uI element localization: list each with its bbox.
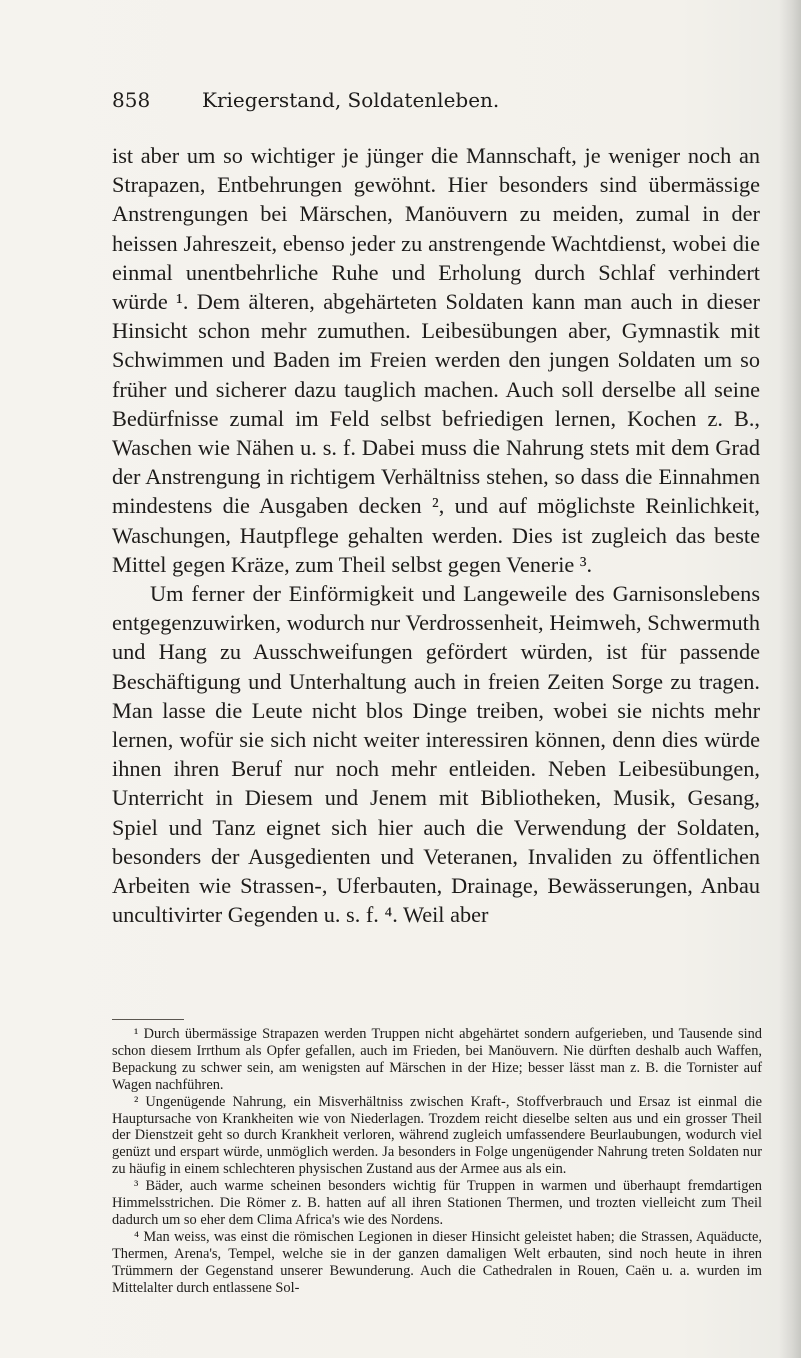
paragraph: ist aber um so wichtiger je jünger die Mannschaft, je weniger noch an Strapazen, Entbehrungen gewöhnt. Hier besonders sind übermässige Anstrengungen bei Märschen, Manöuvern zu meiden, zumal in der heissen Jahreszeit, ebenso jeder zu anstrengende Wachtdienst, wobei die einmal unentbehrliche Ruhe und Erholung durch Schlaf verhindert würde ¹. Dem älteren, abgehärteten Soldaten kann man auch in dieser Hinsicht schon mehr zumuthen. Leibesübungen aber, Gymnastik mit Schwimmen und Baden im Freien werden den jungen Soldaten um so früher und sicherer dazu tauglich machen. Auch soll derselbe all seine Bedürfnisse zumal im Feld selbst befriedigen lernen, Kochen z. B., Waschen wie Nähen u. s. f. Dabei muss die Nahrung stets mit dem Grad der Anstrengung in richtigem Verhältniss stehen, so dass die Einnahmen mindestens die Ausgaben decken ², und auf möglichste Reinlichkeit, Waschungen, Hautpflege gehalten werden. Dies ist zugleich das beste Mittel gegen Kräze, zum Theil selbst gegen Venerie ³. bbox=[112, 143, 760, 577]
page-edge-shadow bbox=[779, 0, 801, 1358]
page-number: 858 bbox=[112, 88, 151, 112]
footnote-rule bbox=[112, 1019, 184, 1020]
footnote: ⁴ Man weiss, was einst die römischen Legionen in dieser Hinsicht geleistet haben; die Strassen, Aquäducte, Thermen, Arena's, Tempel, welche sie in der ganzen damaligen Welt erbauten, sind noch heute in ihren Trümmern der Gegenstand unserer Bewunderung. Auch die Cathedralen in Rouen, Caën u. a. wurden im Mittelalter durch entlassene Sol- bbox=[112, 1228, 762, 1296]
footnote: ³ Bäder, auch warme scheinen besonders wichtig für Truppen in warmen und überhaupt fremdartigen Himmelsstrichen. Die Römer z. B. hatten auf all ihren Stationen Thermen, und trozten vielleicht zum Theil dadurch um so eher dem Clima Africa's wie des Nordens. bbox=[112, 1178, 762, 1228]
paragraph: Um ferner der Einförmigkeit und Langeweile des Garnisonslebens entgegenzuwirken, wodurch nur Verdrossenheit, Heimweh, Schwermuth und Hang zu Ausschweifungen gefördert würden, ist für passende Beschäftigung und Unterhaltung auch in freien Zeiten Sorge zu tragen. Man lasse die Leute nicht blos Dinge treiben, wobei sie nichts mehr lernen, wofür sie sich nicht weiter interessiren können, denn dies würde ihnen ihren Beruf nur noch mehr entleiden. Neben Leibesübungen, Unterricht in Diesem und Jenem mit Bibliotheken, Musik, Gesang, Spiel und Tanz eignet sich hier auch die Verwendung der Soldaten, besonders der Ausgedienten und Veteranen, Invaliden zu öffentlichen Arbeiten wie Strassen-, Uferbauten, Drainage, Bewässerungen, Anbau uncultivirter Gegenden u. s. f. ⁴. Weil aber bbox=[112, 581, 760, 928]
main-text bbox=[112, 141, 760, 929]
footnote: ² Ungenügende Nahrung, ein Misverhältniss zwischen Kraft-, Stoffverbrauch und Ersaz ist einmal die Hauptursache von Krankheiten wie von Niederlagen. Trozdem reicht dieselbe selten aus und ein grosser Theil der Dienstzeit geht so durch Krankheit verloren, während zugleich umfassendere Beurlaubungen, wodurch viel genüzt und erspart würde, unmöglich werden. Ja besonders in Folge ungenügender Nahrung treten Soldaten nur zu häufig in einem schlechteren physischen Zustand aus der Armee aus als ein. bbox=[112, 1093, 762, 1178]
running-head: Kriegerstand, Soldatenleben. bbox=[202, 88, 500, 112]
footnote: ¹ Durch übermässige Strapazen werden Truppen nicht abgehärtet sondern aufgerieben, und Tausende sind schon diesem Irrthum als Opfer gefallen, auch im Frieden, bei Manöuvern. Nie dürften deshalb auch Waffen, Bepackung zu schwer sein, am wenigsten auf Märschen in der Hize; besser lässt man z. B. die Tornister auf Wagen nachführen. bbox=[112, 1026, 762, 1093]
page-header bbox=[112, 87, 752, 113]
footnotes bbox=[112, 1026, 762, 1297]
